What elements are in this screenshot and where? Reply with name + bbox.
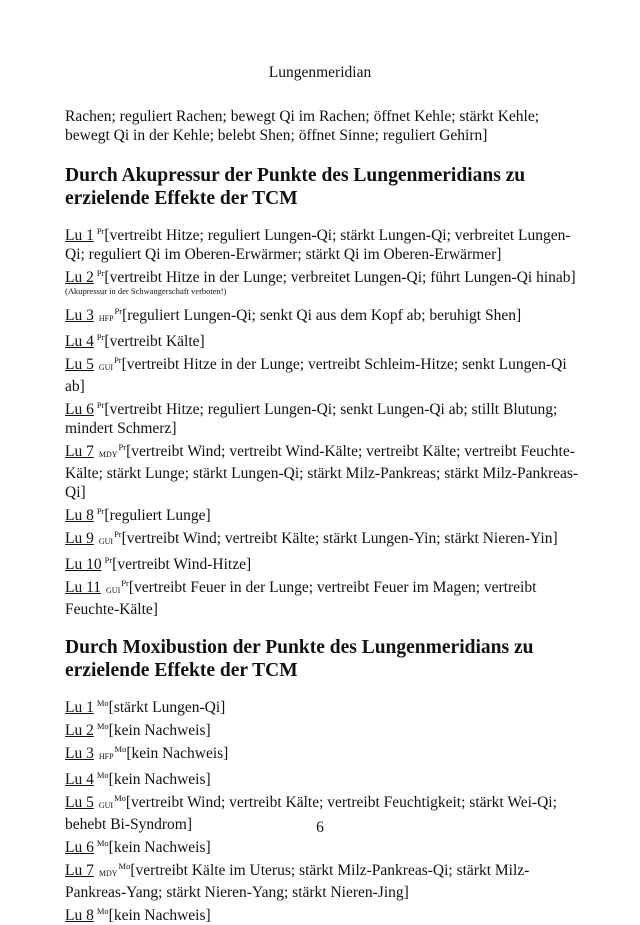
method-sup: Mo — [96, 906, 109, 916]
point-category-sub: HFP — [98, 314, 114, 323]
method-sup: Pr — [96, 332, 105, 342]
point-code: Lu 3 — [65, 745, 94, 762]
point-code: Lu 4 — [65, 771, 94, 788]
effect-text: [kein Nachweis] — [108, 771, 211, 788]
effect-text: [vertreibt Kälte im Uterus; stärkt Milz-Pankreas-Qi; stärkt Milz-Pankreas-Yang; stärkt Nieren-Yang; stärkt Nieren-Jing] — [65, 862, 530, 901]
acupressure-heading: Durch Akupressur der Punkte des Lungenmeridians zu erzielende Effekte der TCM — [65, 165, 526, 209]
method-sup: Pr — [121, 578, 129, 588]
acupressure-entry — [65, 525, 585, 551]
method-sup: Pr — [104, 555, 113, 565]
acupressure-entry — [65, 222, 585, 264]
point-category-sub: HFP — [98, 752, 114, 761]
point-code: Lu 9 — [65, 530, 94, 547]
method-sup: Pr — [118, 442, 127, 452]
effect-text: [vertreibt Hitze; reguliert Lungen-Qi; senkt Lungen-Qi ab; stillt Blutung; mindert Schmerz] — [65, 401, 558, 437]
point-category-sub: MDY — [98, 869, 118, 878]
point-category-sub: GUI — [106, 586, 121, 595]
method-sup: Pr — [114, 529, 122, 539]
point-code: Lu 7 — [65, 862, 94, 879]
method-sup: Pr — [96, 400, 105, 410]
method-sup: Pr — [96, 268, 105, 278]
point-code: Lu 1 — [65, 227, 94, 244]
moxibustion-entry — [65, 694, 585, 717]
method-sup: Pr — [96, 226, 105, 236]
point-code: Lu 5 — [65, 356, 94, 373]
acupressure-entry — [65, 396, 585, 438]
point-category-sub: MDY — [98, 450, 118, 459]
acupressure-entry — [65, 302, 585, 328]
point-category-sub: GUI — [98, 801, 114, 810]
page-number: 6 — [316, 819, 324, 836]
method-sup: Pr — [114, 355, 122, 365]
point-code: Lu 8 — [65, 507, 94, 524]
acupressure-entry — [65, 438, 585, 502]
method-sup: Pr — [96, 506, 105, 516]
point-code: Lu 8 — [65, 907, 94, 924]
effect-text: [vertreibt Wind-Hitze] — [112, 556, 252, 573]
acupressure-entry — [65, 351, 585, 396]
method-sup: Mo — [114, 744, 127, 754]
moxibustion-entry — [65, 902, 585, 925]
method-sup: Mo — [96, 770, 109, 780]
page-content — [65, 107, 585, 925]
effect-text: [vertreibt Kälte] — [104, 333, 205, 350]
effect-text: [reguliert Lungen-Qi; senkt Qi aus dem Kopf ab; beruhigt Shen] — [122, 307, 522, 324]
method-sup: Mo — [96, 698, 109, 708]
effect-text: [vertreibt Hitze in der Lunge; vertreibt Schleim-Hitze; senkt Lungen-Qi ab] — [65, 356, 567, 395]
point-code: Lu 5 — [65, 794, 94, 811]
point-code: Lu 10 — [65, 556, 102, 573]
point-code: Lu 2 — [65, 722, 94, 739]
point-code: Lu 6 — [65, 401, 94, 418]
acupressure-entry — [65, 551, 585, 574]
point-code: Lu 4 — [65, 333, 94, 350]
method-sup: Pr — [114, 306, 123, 316]
effect-text: [vertreibt Hitze; reguliert Lungen-Qi; stärkt Lungen-Qi; verbreitet Lungen-Qi; reguliert Qi im Oberen-Erwärmer; stärkt Qi im Oberen-Erwärmer] — [65, 227, 571, 263]
effect-text: [vertreibt Wind; vertreibt Kälte; vertreibt Feuchtigkeit; stärkt Wei-Qi; behebt Bi-Syndrom] — [65, 794, 557, 833]
moxibustion-entry — [65, 766, 585, 789]
method-sup: Mo — [96, 721, 109, 731]
point-category-sub: GUI — [98, 537, 114, 546]
moxibustion-entry — [65, 857, 585, 902]
acupressure-entry — [65, 574, 585, 619]
acupressure-list — [65, 222, 585, 619]
effect-text: [kein Nachweis] — [126, 745, 229, 762]
effect-text: [vertreibt Hitze in der Lunge; verbreitet Lungen-Qi; führt Lungen-Qi hinab] — [104, 269, 576, 286]
moxibustion-entry — [65, 740, 585, 766]
method-sup: Mo — [118, 861, 131, 871]
effect-text: [stärkt Lungen-Qi] — [108, 699, 226, 716]
effect-text: [reguliert Lunge] — [104, 507, 211, 524]
point-code: Lu 7 — [65, 443, 94, 460]
effect-text: [kein Nachweis] — [108, 722, 211, 739]
page-header: Lungenmeridian — [268, 64, 372, 81]
effect-text: [vertreibt Wind; vertreibt Kälte; stärkt Lungen-Yin; stärkt Nieren-Yin] — [121, 530, 558, 547]
acupressure-entry — [65, 264, 585, 287]
pregnancy-warning-note: (Akupressur in der Schwangerschaft verboten!) — [65, 286, 227, 296]
moxibustion-entry — [65, 834, 585, 857]
point-category-sub: GUI — [98, 363, 114, 372]
moxibustion-entry — [65, 717, 585, 740]
acupressure-entry — [65, 502, 585, 525]
moxibustion-heading: Durch Moxibustion der Punkte des Lungenmeridians zu erzielende Effekte der TCM — [65, 637, 534, 681]
moxibustion-list — [65, 694, 585, 925]
point-code: Lu 1 — [65, 699, 94, 716]
point-code: Lu 3 — [65, 307, 94, 324]
effect-text: [kein Nachweis] — [108, 839, 211, 856]
effect-text: [vertreibt Wind; vertreibt Wind-Kälte; vertreibt Kälte; vertreibt Feuchte-Kälte; stärkt Lunge; stärkt Lungen-Qi; stärkt Milz-Pankreas; stärkt Milz-Pankreas-Qi] — [65, 443, 579, 501]
point-code: Lu 11 — [65, 579, 102, 596]
method-sup: Mo — [114, 793, 126, 803]
effect-text: [kein Nachweis] — [108, 907, 211, 924]
point-code: Lu 2 — [65, 269, 94, 286]
point-code: Lu 6 — [65, 839, 94, 856]
intro-paragraph: Rachen; reguliert Rachen; bewegt Qi im Rachen; öffnet Kehle; stärkt Kehle; bewegt Qi in der Kehle; belebt Shen; öffnet Sinne; reguliert Gehirn] — [65, 108, 540, 144]
acupressure-entry — [65, 328, 585, 351]
effect-text: [vertreibt Feuer in der Lunge; vertreibt Feuer im Magen; vertreibt Feuchte-Kälte] — [65, 579, 537, 618]
method-sup: Mo — [96, 838, 109, 848]
